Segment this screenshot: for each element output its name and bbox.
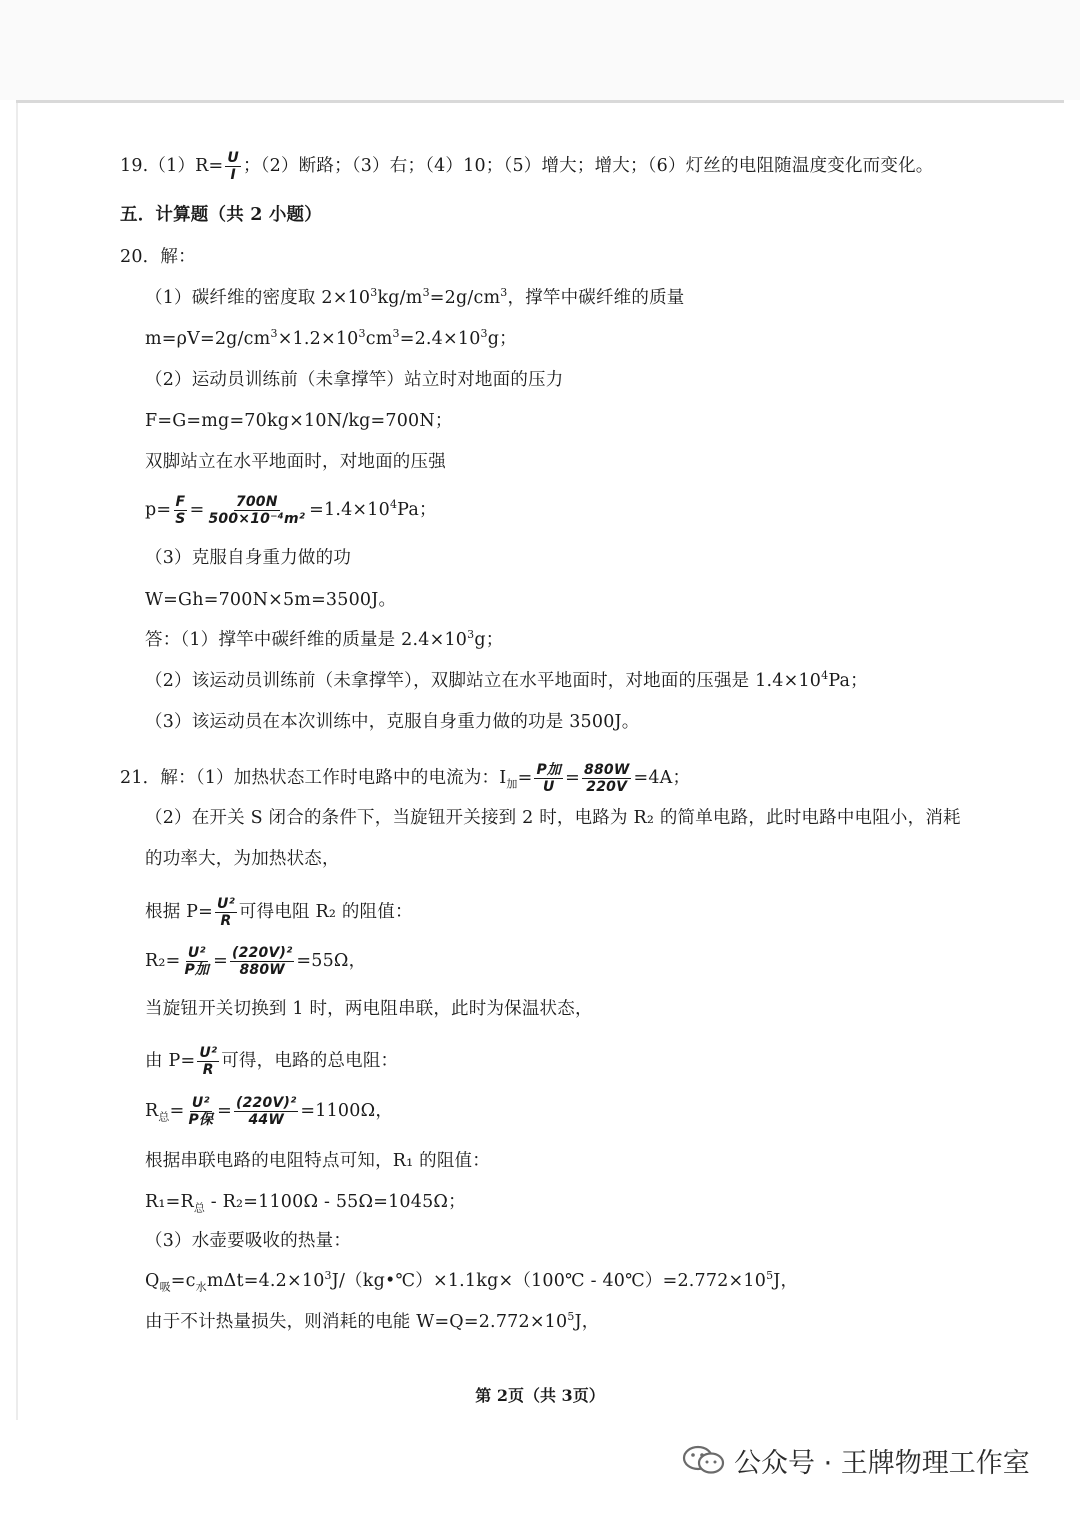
answer-20-conclusion-1: 答：（1）撑竿中碳纤维的质量是 $2.4\times 10^3g$； [145, 628, 504, 650]
answer-21-line-2: （2）在开关 S 闭合的条件下，当旋钮开关接到 2 时，电路为 R₂ 的简单电路，此时电路中电阻小，消耗 [145, 808, 961, 828]
answer-21-line-1: 21．解：（1）加热状态工作时电路中的电流为：$I_加=$ $\frac{\text{P加}}{U}$ = $\frac{880W}{220V}$ =4A； [120, 762, 691, 795]
fraction-u2-over-r-2: $\frac{\text{U²}}{R}$ [199, 1045, 218, 1078]
answer-20-line-4: F=G=mg=70kg×10N/kg=700N； [145, 411, 453, 431]
answer-21-line-5: R₂= $\frac{\text{U²}}{\text{P加}}$ = $\frac{\text{(220V)²}}{880W}$ =55Ω， [145, 945, 367, 978]
section-heading: 五．计算题（共 2 小题） [120, 205, 322, 225]
answer-21-line-9: 根据串联电路的电阻特点可知，R₁ 的阻值： [145, 1151, 490, 1171]
fraction-f-over-s: $\frac{F}{S}$ [175, 494, 186, 527]
answer-19 [120, 150, 933, 183]
page-number-footer: 第 2页（共 3页） [475, 1386, 605, 1405]
fraction-u-over-i: $\frac{U}{I}$ [227, 150, 239, 183]
fraction-u2-over-pheat: $\frac{\text{U²}}{\text{P加}}$ [184, 945, 210, 978]
answer-21-line-7: 由 P= $\frac{\text{U²}}{R}$ 可得，电路的总电阻： [145, 1045, 399, 1078]
answer-21-line-8: $R_总=$ $\frac{\text{U²}}{\text{P保}}$ = $\frac{\text{(220V)²}}{44W}$ =1100Ω， [145, 1095, 394, 1128]
answer-20-line-6: p= $\frac{F}{S}$ = $\frac{700N}{\text{500×10⁻⁴m²}}$ $=1.4\times 10^4Pa$； [145, 494, 437, 527]
answer-21-line-6: 当旋钮开关切换到 1 时，两电阻串联，此时为保温状态， [145, 999, 593, 1019]
answer-21-line-4: 根据 P= $\frac{\text{U²}}{R}$ 可得电阻 R₂ 的阻值： [145, 896, 413, 929]
fraction-220-squared-over-880: $\frac{\text{(220V)²}}{880W}$ [232, 945, 293, 978]
fraction-p-over-u: $\frac{\text{P加}}{U}$ [536, 762, 562, 795]
watermark [682, 1440, 1030, 1480]
fraction-pressure: $\frac{700N}{\text{500×10⁻⁴m²}}$ [208, 494, 306, 527]
fraction-220-squared-over-44: $\frac{\text{(220V)²}}{44W}$ [236, 1095, 297, 1128]
answer-21-line-11: （3）水壶要吸收的热量： [145, 1231, 352, 1251]
answer-20-line-8: W=Gh=700N×5m=3500J。 [145, 590, 397, 610]
answer-20-line-5: 双脚站立在水平地面时，对地面的压强 [145, 452, 446, 472]
answer-21-line-3: 的功率大，为加热状态， [145, 849, 340, 869]
answer-21-line-10: $R_1=R_总 - R_2=1100\Omega - 55\Omega=1045\Omega$； [145, 1192, 466, 1215]
answer-19-label: 19.（1）R= [120, 156, 224, 176]
watermark-text: 公众号 · 王牌物理工作室 [734, 1447, 1030, 1479]
answer-20-heading: 20．解： [120, 247, 196, 267]
answer-21-line-13: 由于不计热量损失，则消耗的电能 $W=Q=2.772\times 10^5J$， [145, 1310, 600, 1332]
fraction-880-over-220: $\frac{880W}{220V}$ [584, 762, 630, 795]
page-top-edge [16, 100, 1064, 103]
answer-20-conclusion-3: （3）该运动员在本次训练中，克服自身重力做的功是 3500J。 [145, 712, 640, 732]
page-left-edge [16, 103, 18, 1420]
answer-20-conclusion-2: （2）该运动员训练前（未拿撑竿），双脚站立在水平地面时，对地面的压强是 $1.4\times 10^4Pa$； [145, 669, 868, 691]
wechat-icon [682, 1445, 726, 1475]
fraction-u2-over-pkeep: $\frac{\text{U²}}{\text{P保}}$ [188, 1095, 214, 1128]
answer-20-line-3: （2）运动员训练前（未拿撑竿）站立时对地面的压力 [145, 370, 564, 390]
answer-21-line-12: $Q_吸=c_水m\Delta t=4.2\times 10^3J/(kg•℃)\times 1.1kg\times(100℃$ - $40℃)=2.772\times 10^5J$， [145, 1269, 799, 1294]
answer-19-text: ；（2）断路；（3）右；（4）10；（5）增大；增大；（6）灯丝的电阻随温度变化而变化。 [242, 156, 934, 176]
fraction-u2-over-r: $\frac{\text{U²}}{R}$ [217, 896, 235, 929]
answer-20-line-7: （3）克服自身重力做的功 [145, 548, 352, 568]
answer-20-line-1: （1）碳纤维的密度取 $2\times 10^3kg/m^3=2g/cm^3$，撑竿中碳纤维的质量 [145, 286, 685, 308]
answer-20-line-2: $m=\rho V=2g/cm^3\times 1.2\times 10^3cm^3=2.4\times 10^3g$； [145, 327, 517, 349]
top-margin [0, 0, 1080, 100]
